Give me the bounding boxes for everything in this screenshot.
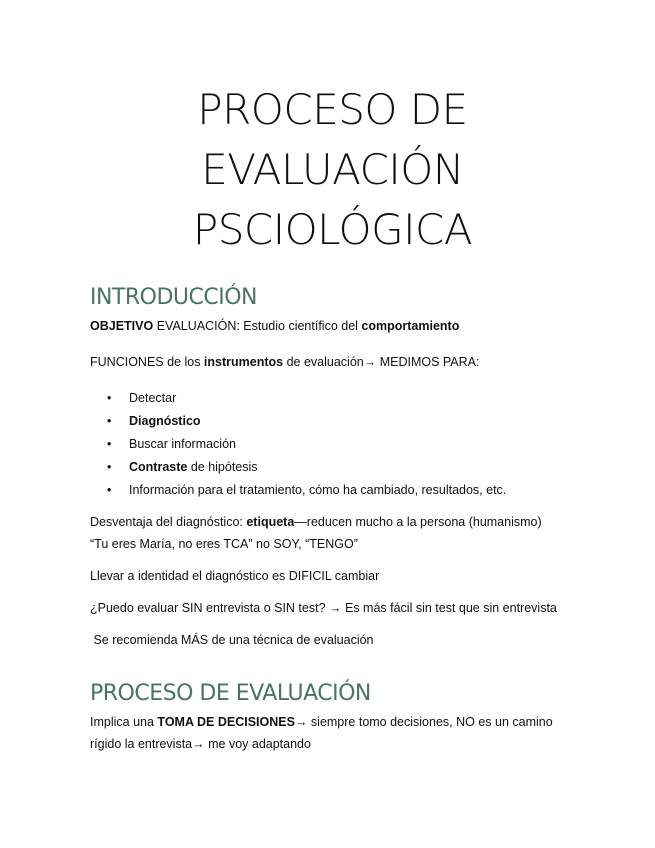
bullet-diagnostico: Diagnóstico — [129, 414, 201, 428]
toma-decisiones-bold: TOMA DE DECISIONES — [157, 715, 295, 729]
heading-proceso-evaluacion: PROCESO DE EVALUACIÓN — [90, 681, 371, 706]
bullet-contraste-bold: Contraste — [129, 460, 188, 474]
desventaja-paragraph — [90, 511, 580, 555]
comportamiento-bold: comportamiento — [361, 319, 460, 333]
recomienda-paragraph: Se recomienda MÁS de una técnica de evaluación — [90, 633, 374, 647]
title-line-1: PROCESO DE — [197, 85, 468, 134]
identidad-paragraph: Llevar a identidad el diagnóstico es DIFICIL cambiar — [90, 569, 380, 583]
funciones-text-2: de evaluación→ MEDIMOS PARA: — [283, 355, 480, 369]
objetivo-bold: OBJETIVO — [90, 319, 154, 333]
title-line-2: EVALUACIÓN — [201, 145, 464, 194]
bullet-informacion-tratamiento: Información para el tratamiento, cómo ha cambiado, resultados, etc. — [129, 483, 507, 497]
proceso-text-1: Implica una — [90, 715, 158, 729]
objetivo-text: EVALUACIÓN: Estudio científico del — [153, 319, 362, 333]
objetivo-paragraph — [90, 315, 580, 337]
bullet-contraste-rest: de hipótesis — [187, 460, 258, 474]
document-body — [90, 281, 580, 755]
list-item — [129, 479, 580, 502]
funciones-text-1: FUNCIONES de los — [90, 355, 204, 369]
proceso-line-2: rígido la entrevista→ me voy adaptando — [90, 737, 311, 751]
instrumentos-bold: instrumentos — [203, 355, 284, 369]
bullet-detectar: Detectar — [129, 391, 177, 405]
funciones-paragraph — [90, 351, 580, 373]
desventaja-line-2: “Tu eres María, no eres TCA” no SOY, “TENGO” — [90, 537, 358, 551]
proceso-paragraph — [90, 711, 580, 755]
etiqueta-bold: etiqueta — [246, 515, 295, 529]
puedo-evaluar-paragraph: ¿Puedo evaluar SIN entrevista o SIN test? → Es más fácil sin test que sin entrevista — [90, 601, 557, 615]
list-item — [129, 410, 580, 433]
medimos-list — [90, 387, 580, 502]
proceso-text-2: → siempre tomo decisiones, NO es un camino — [294, 715, 553, 729]
list-item — [129, 456, 580, 479]
heading-introduccion: INTRODUCCIÓN — [90, 285, 258, 310]
list-item — [129, 387, 580, 410]
list-item — [129, 433, 580, 456]
bullet-buscar-informacion: Buscar información — [129, 437, 236, 451]
desventaja-text-2: —reducen mucho a la persona (humanismo) — [294, 515, 542, 529]
document-title — [0, 80, 655, 260]
desventaja-text-1: Desventaja del diagnóstico: — [90, 515, 247, 529]
title-line-3: PSCIOLÓGICA — [192, 205, 473, 254]
